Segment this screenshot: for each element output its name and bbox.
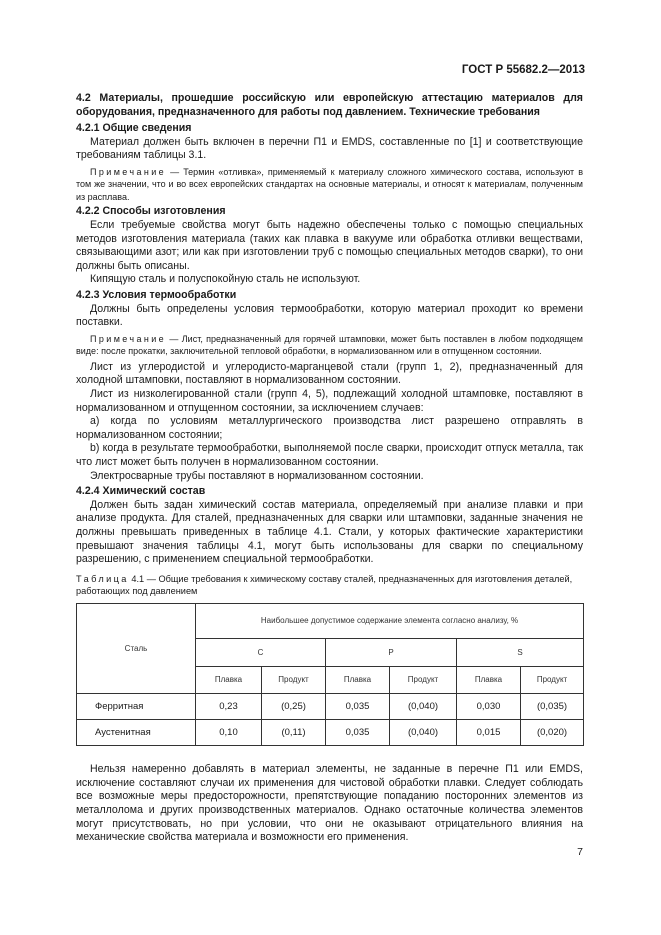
page-number: 7 xyxy=(577,846,583,858)
table-cell: (0,035) xyxy=(521,694,584,720)
table-cell: 0,23 xyxy=(196,694,262,720)
document-code: ГОСТ Р 55682.2—2013 xyxy=(461,64,585,76)
table-cell: (0,11) xyxy=(262,720,326,746)
table-cell: 0,035 xyxy=(326,720,390,746)
table-cell: (0,25) xyxy=(262,694,326,720)
header-max-content: Наибольшее допустимое содержание элемента согласно анализу, % xyxy=(196,604,584,639)
table-cell: (0,020) xyxy=(521,720,584,746)
paragraph: Кипящую сталь и полуспокойную сталь не используют. xyxy=(90,273,361,286)
table-cell: 0,10 xyxy=(196,720,262,746)
note-text: — Термин «отливка», применяемый к материалу сложного химического состава, используют в том же значении, что и во всех европейских стандартах на основные материалы, и относят к материалам, полученным из расплава. xyxy=(76,166,583,202)
note xyxy=(76,166,583,204)
table-cell: 0,015 xyxy=(457,720,521,746)
header-element-p: P xyxy=(326,639,457,667)
section-4-2-3-heading: 4.2.3 Условия термообработки xyxy=(76,289,237,302)
table-cell: (0,040) xyxy=(390,720,457,746)
header-steel: Сталь xyxy=(77,604,196,694)
header-melt: Плавка xyxy=(196,667,262,694)
header-element-c: C xyxy=(196,639,326,667)
paragraph: Должны быть определены условия термообработки, которую материал проходит ко времени поставки. xyxy=(76,302,583,329)
section-4-2-4-heading: 4.2.4 Химический состав xyxy=(76,485,206,498)
table-caption xyxy=(76,573,583,597)
section-4-2-2-heading: 4.2.2 Способы изготовления xyxy=(76,205,226,218)
header-melt: Плавка xyxy=(457,667,521,694)
note-label: Примечание xyxy=(90,333,167,344)
paragraph: Если требуемые свойства могут быть надежно обеспечены только с помощью специальных методов изготовления материала (таких как плавка в вакууме или обработка отливки веществами, связывающими азот; или как при изготовлении труб с помощью специальных методов сварки), то они должны быть описаны. xyxy=(76,219,583,272)
note-text: — Лист, предназначенный для горячей штамповки, может быть поставлен в любом подходящем виде: после прокатки, заключительной тепловой обработки, в нормализованном или в отпущенном состоянии. xyxy=(76,333,583,357)
note-label: Примечание xyxy=(90,166,167,177)
paragraph: Электросварные трубы поставляют в нормализованном состоянии. xyxy=(90,469,424,482)
paragraph: Нельзя намеренно добавлять в материал элементы, не заданные в перечне П1 или EMDS, исключение составляют случаи их применения для чистовой обработки плавки. Следует соблюдать все возможные меры предосторожности, препятствующие попаданию посторонних элементов из металлолома и других производственных материалов. Однако остаточные количества элементов могут присутствовать, но при условии, что они не оказывают отрицательного влияния на механические свойства материала и возможности его применения. xyxy=(76,763,583,844)
cell-steel-name: Ферритная xyxy=(77,694,196,720)
table-cell: 0,030 xyxy=(457,694,521,720)
list-item: а) когда по условиям металлургического производства лист разрешено отправлять в нормализованном состоянии; xyxy=(76,415,583,441)
header-product: Продукт xyxy=(262,667,326,694)
cell-steel-name: Аустенитная xyxy=(77,720,196,746)
chemical-composition-table xyxy=(76,603,584,746)
note xyxy=(76,333,583,358)
table-cell: 0,035 xyxy=(326,694,390,720)
page-content xyxy=(76,92,583,845)
paragraph: Должен быть задан химический состав материала, определяемый при анализе плавки и при анализе продукта. Для сталей, предназначенных для сварки или штамповки, заданные значения не должны превышать приведенных в таблице 4.1. Стали, у которых фактические характеристики превышают значения таблицы 4.1, могут быть использованы для сварки по специальному разрешению, с применением специальной термообработки. xyxy=(76,498,583,566)
header-product: Продукт xyxy=(390,667,457,694)
section-4-2-1-heading: 4.2.1 Общие сведения xyxy=(76,122,192,135)
header-product: Продукт xyxy=(521,667,584,694)
table-caption-text: 4.1 — Общие требования к химическому составу сталей, предназначенных для изготовления деталей, работающих под давлением xyxy=(76,573,573,596)
header-element-s: S xyxy=(457,639,584,667)
paragraph: Лист из углеродистой и углеродисто-марганцевой стали (групп 1, 2), предназначенный для холодной штамповки, поставляют в нормализованном состоянии. xyxy=(76,360,583,387)
paragraph: Лист из низколегированной стали (групп 4, 5), подлежащий холодной штамповке, поставляют в нормализованном и отпущенном состоянии, за исключением случаев: xyxy=(76,388,583,414)
header-melt: Плавка xyxy=(326,667,390,694)
paragraph: Материал должен быть включен в перечни П1 и EMDS, составленные по [1] и соответствующие требованиям таблицы 3.1. xyxy=(76,135,583,162)
table-caption-label: Таблица xyxy=(76,573,129,584)
table-row xyxy=(77,720,584,746)
table-row xyxy=(77,694,584,720)
table-cell: (0,040) xyxy=(390,694,457,720)
section-4-2-heading: 4.2 Материалы, прошедшие российскую или европейскую аттестацию материалов для оборудования, предназначенного для работы под давлением. Технические требования xyxy=(76,92,583,118)
list-item: b) когда в результате термообработки, выполняемой после сварки, происходит отпуск металла, так что лист может быть получен в нормализованном состоянии. xyxy=(76,442,583,468)
